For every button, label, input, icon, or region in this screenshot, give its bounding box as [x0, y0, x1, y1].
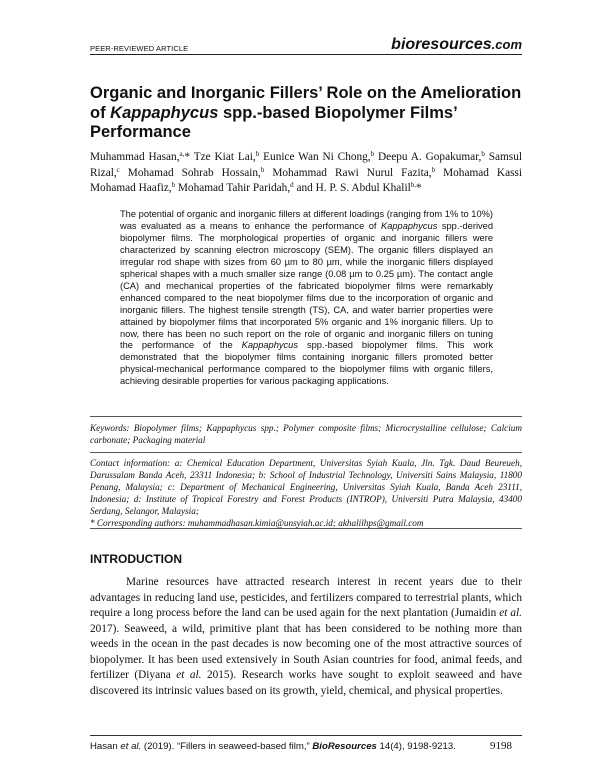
intro-text-1: Marine resources have attracted research interest in recent years due to their advantages in reducing land use, pesticides, and fertilizers compared to terrestrial plants, which require a long process before the land can be used again for the next plantation (Jumaidin — [90, 576, 522, 619]
title-line-3: Performance — [90, 123, 191, 141]
article-title — [90, 84, 530, 143]
footer-cite-etal: et al. — [120, 741, 142, 752]
author-separator — [120, 167, 128, 179]
divider-bottom — [90, 528, 522, 529]
author-name: Mohamad Tahir Paridah, — [177, 182, 291, 195]
author-name: Mohamad Kassi Mohamad Haafiz, — [90, 166, 523, 195]
author-name: Mohammad Rawi Nurul Fazita, — [272, 166, 432, 179]
abstract — [120, 209, 493, 388]
divider-top — [90, 416, 522, 417]
author-affiliation-mark: b — [171, 181, 176, 190]
title-prefix: of — [90, 103, 111, 122]
author-affiliation-mark: b — [255, 150, 260, 158]
footer-journal: BioResources — [312, 741, 377, 752]
author-separator: * — [184, 151, 194, 163]
title-line-1: Organic and Inorganic Fillers’ Role on the Amelioration — [90, 84, 522, 102]
author-name: Eunice Wan Ni Chong, — [263, 151, 371, 163]
author-list — [90, 150, 522, 197]
author-name: and H. P. S. Abdul Khalil — [296, 182, 411, 195]
section-heading-introduction: INTRODUCTION — [90, 552, 182, 566]
brand-suffix: .com — [491, 37, 522, 52]
keywords: Keywords: Biopolymer films; Kappaphycus spp.; Polymer composite films; Microcrystalline cellulose; Calcium carbonate; Packaging material — [90, 423, 522, 445]
abstract-text-3: spp.-based biopolymer films. This work demonstrated that the biopolymer films containing inorganic fillers promoted better physical-mechanical performance compared to the biopolymer films with organic fillers, achieving desirable properties for various packaging applications. — [120, 340, 494, 387]
brand-main: bioresources — [391, 36, 492, 53]
footer-citation — [90, 741, 456, 752]
running-header-label: PEER-REVIEWED ARTICLE — [90, 44, 189, 53]
author-name: Mohamad Sohrab Hossain, — [127, 166, 261, 179]
header-rule — [90, 54, 522, 55]
intro-text-3: 2015). Research works have sought to exploit seaweed and have discovered its intrinsic values based on its growth, yield, chemical, and physical properties. — [90, 669, 522, 697]
author-separator: * — [415, 182, 422, 195]
author-affiliation-mark: d — [290, 181, 294, 190]
affiliations: Contact information: a: Chemical Education Department, Universitas Syiah Kuala, Jln. Tgk. Daud Beureueh, Darussalam Banda Aceh, 23311 Indonesia; b: School of Industrial Technology, Universiti Sains Malaysia, 11800 Penang, Malaysia; c: Department of Mechanical Engineering, Universitas Syiah Kuala, Banda Aceh 23111, Indonesia; d: Institute of Tropical Forestry and Forest Products (INTROP), Universiti Putra Malaysia, 43400 Serdang, Selangor, Malaysia; — [90, 458, 522, 516]
author-affiliation-mark: b — [260, 165, 265, 174]
title-suffix: spp.-based Biopolymer Films’ — [218, 103, 458, 122]
abstract-genus-2: Kappaphycus — [241, 340, 298, 351]
intro-text-2: 2017). Seaweed, a wild, primitive plant that has been considered to be nothing more than weeds in the ocean in the past decades is now becoming one of the most attractive sources of biopolymer. It has been used extensively in South Asian countries for food, animal feeds, and fertilizer (Diyana — [90, 622, 522, 681]
footer-rule — [90, 735, 522, 736]
divider-mid — [90, 452, 522, 453]
corresponding-authors: * Corresponding authors: muhammadhasan.kimia@unsyiah.ac.id; akhalilhps@gmail.com — [90, 517, 424, 528]
author-affiliation-mark: a, — [179, 150, 185, 158]
author-affiliation-mark: b — [481, 150, 485, 158]
footer-cite-tail: 14(4), 9198-9213. — [376, 741, 456, 752]
introduction-paragraph — [90, 575, 522, 699]
title-genus: Kappaphycus — [110, 103, 219, 122]
footer-cite-mid: (2019). “Fillers in seaweed-based film,” — [141, 741, 313, 752]
author-separator — [435, 167, 443, 179]
author-name: Deepu A. Gopakumar, — [378, 151, 482, 163]
page-number: 9198 — [490, 740, 512, 752]
intro-etal-2: et al. — [176, 669, 202, 681]
author-name: Samsul Rizal, — [90, 151, 522, 179]
abstract-text-2: spp.-derived biopolymer films. The morphological properties of organic and inorganic fillers were characterized by scanning electron microscopy (SEM). The organic fillers displayed an irregular rod shape with sizes from 60 µm to 80 µm, while the inorganic fillers displayed spherical shapes with a much smaller size range (0.08 µm to 0.25 µm). The contact angle (CA) and mechanical properties of the fabricated biopolymer films were remarkably enhanced compared to the neat biopolymer films due to the incorporation of organic and inorganic fillers. The highest tensile strength (TS), CA, and water barrier properties were attained by biopolymer films that incorporated 5% organic and 1% inorganic fillers. Up to now, there has been no such report on the role of organic and inorganic fillers on tuning the performance of the — [120, 220, 493, 351]
author-name: Muhammad Hasan, — [90, 151, 180, 163]
title-line-2 — [90, 104, 530, 124]
author-affiliation-mark: b — [370, 150, 375, 158]
contact-information — [90, 458, 522, 529]
abstract-text-1: The potential of organic and inorganic fillers at different loadings (ranging from 1% to 10%) was evaluated as a means to enhance the performance of — [120, 209, 493, 231]
intro-etal-1: et al. — [499, 607, 523, 619]
journal-brand[interactable] — [391, 36, 522, 54]
author-name: Tze Kiat Lai, — [193, 151, 256, 163]
author-affiliation-mark: b, — [410, 181, 416, 190]
footer-cite-prefix: Hasan — [90, 741, 121, 752]
author-affiliation-mark: b — [431, 165, 436, 174]
author-affiliation-mark: c — [116, 165, 120, 174]
abstract-genus-1: Kappaphycus — [381, 220, 438, 231]
